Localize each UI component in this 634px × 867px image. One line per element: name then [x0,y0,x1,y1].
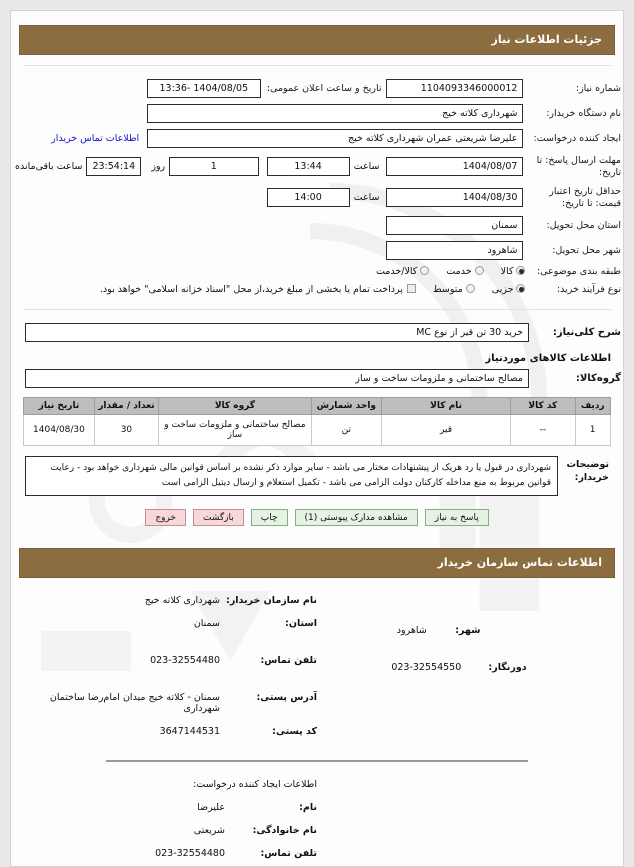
deadline-time-value: 13:44 [267,157,350,176]
classification-option-goods-label: کالا [500,266,514,278]
province-value: سمنان [386,216,524,235]
deadline-label: مهلت ارسال پاسخ: تا تاریخ: [536,154,621,178]
contact-org-label: نام سازمان خریدار: [226,595,317,607]
treasury-bond-checkbox-group[interactable] [100,284,416,295]
row-contact-org [13,590,621,611]
validity-date-value: 1404/08/30 [386,188,524,207]
respond-to-need-button[interactable]: پاسخ به نیاز [425,509,489,526]
view-attachments-button[interactable]: مشاهده مدارک پیوستی (1) [295,509,418,526]
col-row-number: ردیف [575,397,610,414]
treasury-bond-checkbox-icon[interactable] [407,284,416,293]
goods-group-form [11,366,623,391]
contact-address-label: آدرس پستی: [256,692,317,704]
contact-address-value: سمنان - کلاته خیج میدان امام‌رضا ساختمان شهرداری [49,692,221,715]
radio-goods-icon [516,266,525,275]
contact-city-label: شهر: [455,625,481,637]
contact-province-value: سمنان [193,618,221,630]
divider-top [23,65,611,66]
contact-province-label: استان: [285,618,317,630]
need-info-form [11,76,623,299]
row-province [11,213,623,238]
divider-mid [23,309,611,310]
row-contact-location [13,613,621,648]
cell-need-date: 1404/08/30 [24,414,94,445]
row-purchase-type [11,281,623,299]
requester-section-title: اطلاعات ایجاد کننده درخواست: [193,779,317,791]
cell-goods-group: مصالح ساختمانی و ملزومات ساخت و ساز [159,414,311,445]
province-label: استان محل تحویل: [546,219,621,231]
radio-minor-icon [516,284,525,293]
buyer-contact-link[interactable]: اطلاعات تماس خریدار [51,133,140,144]
contact-section-title: اطلاعات تماس سازمان خریدار [437,556,602,570]
validity-label: حداقل تاریخ اعتبار قیمت: تا تاریخ: [549,185,621,209]
classification-label: طبقه بندی موضوعی: [536,266,621,277]
row-requester-first-name [13,797,621,818]
purchase-type-option-medium[interactable] [433,284,475,295]
purchase-type-label: نوع فرآیند خرید: [556,283,621,295]
classification-option-goods-service-label: کالا/خدمت [375,266,418,278]
divider-bottom [106,760,528,762]
time-remaining-value: 23:54:14 [86,157,141,176]
deadline-date-value: 1404/08/07 [386,157,524,176]
row-creator [11,126,623,151]
purchase-type-option-minor-label: جزیی [491,284,514,296]
goods-group-label: گروه‌کالا: [575,372,621,384]
cell-goods-name: قیر [382,414,511,445]
classification-option-goods[interactable] [501,266,526,277]
row-requester-last-name [13,820,621,841]
contact-fax-value: 023-32554550 [391,662,462,674]
purchase-type-option-minor[interactable] [492,284,526,295]
row-contact-address [13,687,621,719]
need-details-page [10,10,624,867]
summary-form [11,320,623,345]
requester-last-name-label: نام خانوادگی: [252,825,317,837]
row-need-number [11,76,623,101]
cell-quantity: 30 [94,414,159,445]
goods-section-title: اطلاعات کالاهای موردنیاز [485,352,611,364]
col-unit: واحد شمارش [311,397,381,414]
buyer-org-value: شهرداری کلاته خیج [147,104,523,123]
creator-value: علیرضا شریعتی عمران شهرداری کلاته خیج [147,129,523,148]
buyer-notes-label: توضیحات خریدار: [566,458,609,483]
classification-option-goods-service[interactable] [376,266,429,277]
col-goods-code: کد کالا [511,397,576,414]
summary-label: شرح کلی‌نیاز: [552,326,621,338]
announce-value: 1404/08/05 -13:36 [147,79,260,98]
days-remaining-value: 1 [169,157,258,176]
classification-option-service-label: خدمت [446,266,472,278]
row-contact-phone [13,650,621,685]
validity-hour-label: ساعت [353,192,380,203]
row-city [11,238,623,263]
col-need-date: تاریخ نیاز [24,397,94,414]
goods-table-header-row [24,397,611,414]
buyer-notes [25,456,609,497]
contact-section-title-bar [19,548,615,578]
requester-first-name-label: نام: [299,802,317,814]
col-quantity: تعداد / مقدار [94,397,159,414]
page-title-bar [19,25,615,55]
row-requester-phone [13,843,621,864]
validity-time-value: 14:00 [267,188,350,207]
print-button[interactable]: چاپ [251,509,288,526]
creator-label: ایجاد کننده درخواست: [533,132,621,144]
deadline-hour-label: ساعت [353,161,380,172]
page-title: جزئیات اطلاعات نیاز [491,33,602,46]
cell-goods-code: -- [511,414,576,445]
radio-medium-icon [466,284,475,293]
row-contact-postcode [13,721,621,742]
contact-fax-label: دورنگار: [488,662,527,674]
need-number-label: شماره نیاز: [575,82,621,94]
radio-service-icon [475,266,484,275]
buyer-notes-text: شهرداری در قبول یا رد هریک از پیشنهادات مختار می باشد - سایر موارد ذکر نشده بر اساس قوانین مالی شهرداری خواهد بود - رعایت قوانین مربوط به منع مداخله کارکنان دولت الزامی می باشد - تکمیل استعلام و ارسال دیتیل الزامی است [25,456,558,497]
contact-city-value: شاهرود [396,625,427,637]
classification-option-service[interactable] [446,266,483,277]
contact-phone-label: تلفن تماس: [260,655,317,667]
summary-value: خرید 30 تن قیر از نوع MC [25,323,529,342]
col-goods-group: گروه کالا [159,397,311,414]
requester-last-name-value: شریعتی [193,825,225,837]
row-classification [11,263,623,281]
requester-phone-value: 023-32554480 [155,848,225,860]
purchase-type-option-medium-label: متوسط [432,284,463,296]
city-value: شاهرود [386,241,524,260]
row-goods-group [11,366,623,391]
row-price-validity [11,182,623,213]
radio-goods-service-icon [420,266,429,275]
requester-first-name-value: علیرضا [197,802,225,814]
back-button[interactable]: بازگشت [193,509,244,526]
goods-table [23,397,611,446]
buyer-contact-table [11,588,623,744]
contact-org-value: شهرداری کلاته خیج [144,595,221,607]
action-buttons [11,509,623,526]
exit-button[interactable]: خروج [145,509,186,526]
treasury-bond-checkbox-label: پرداخت تمام یا بخشی از مبلغ خرید،از محل "اسناد خزانه اسلامی" خواهد بود. [99,284,403,296]
buyer-org-label: نام دستگاه خریدار: [546,107,621,119]
row-summary [11,320,623,345]
goods-group-value: مصالح ساختمانی و ملزومات ساخت و ساز [25,369,529,388]
row-requester-title [13,774,621,795]
cell-row-number: 1 [575,414,610,445]
announce-label: تاریخ و ساعت اعلان عمومی: [266,82,382,94]
contact-postcode-label: کد پستی: [272,726,317,738]
contact-phone-value: 023-32554480 [150,655,221,667]
table-row [24,414,611,445]
need-number-value: 1104093346000012 [386,79,524,98]
row-deadline [11,151,623,182]
time-remaining-label: ساعت باقی‌مانده [15,161,83,172]
contact-postcode-value: 3647144531 [159,726,221,738]
requester-phone-label: تلفن تماس: [260,848,317,860]
col-goods-name: نام کالا [382,397,511,414]
city-label: شهر محل تحویل: [552,244,621,256]
days-label: روز [151,161,166,172]
requester-table [11,772,623,866]
cell-unit: تن [311,414,381,445]
row-buyer-org [11,101,623,126]
